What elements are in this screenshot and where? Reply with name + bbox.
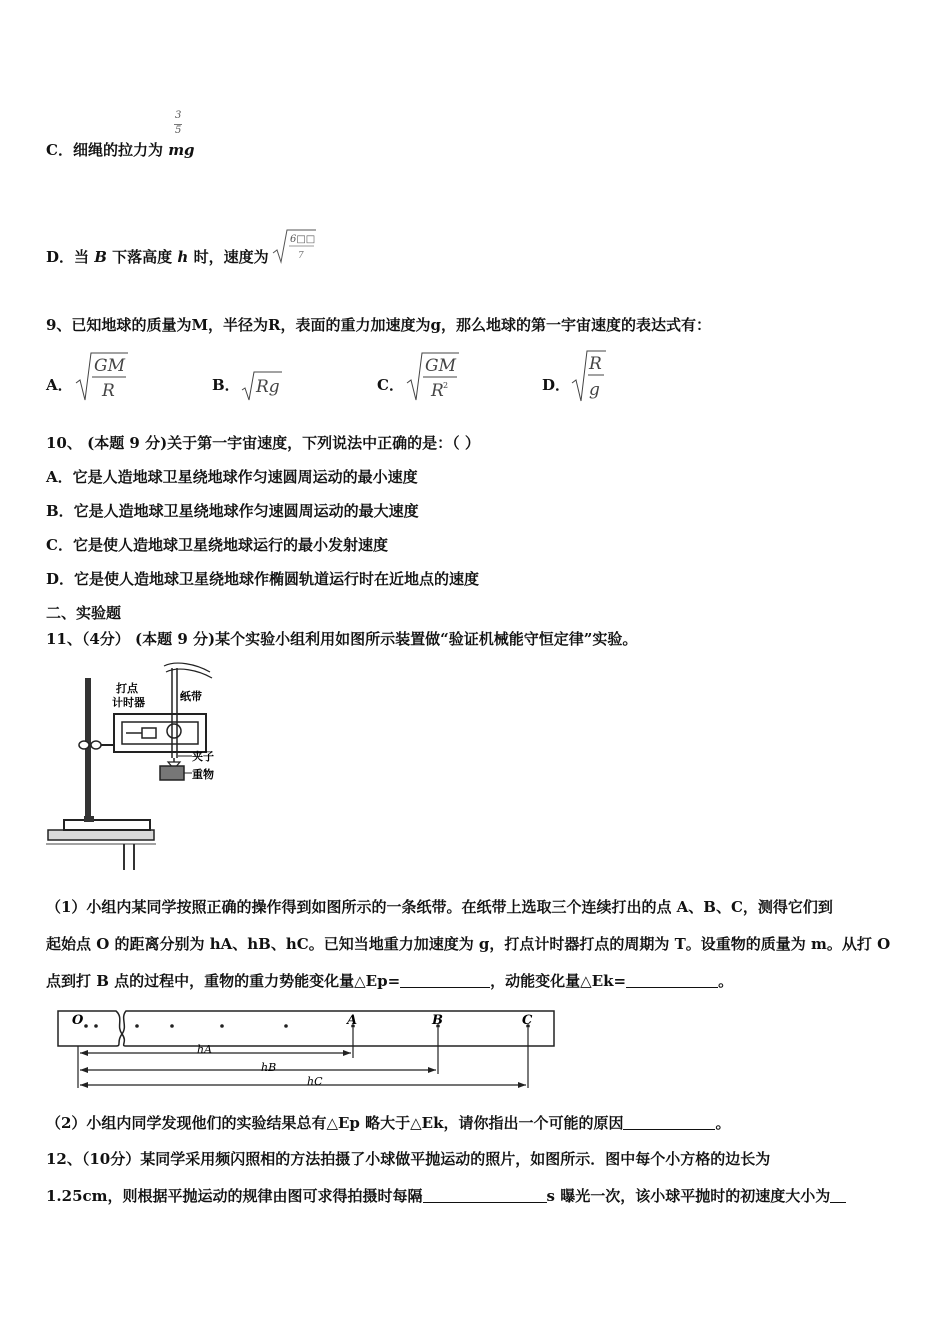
radical-numerator: 6□□ (290, 234, 316, 245)
answer-blank-kinetic[interactable] (626, 973, 718, 988)
formula-denominator: R (102, 381, 115, 401)
apparatus-figure (46, 658, 226, 873)
answer-blank-potential[interactable] (400, 973, 490, 988)
option-c-variable: mg (168, 141, 195, 159)
distance-hc-label: hC (307, 1075, 323, 1088)
fraction-numerator: 3 (175, 110, 182, 121)
formula-denominator: R (431, 381, 444, 401)
answer-blank-interval[interactable] (423, 1188, 547, 1203)
part2-text: （2）小组内同学发现他们的实验结果总有△Ep 略大于△Ek，请你指出一个可能的原因 (46, 1114, 624, 1132)
q12-line1: 12、（10分）某同学采用频闪照相的方法拍摄了小球做平抛运动的照片，如图所示．图中每个小方格的边长为 (46, 1150, 771, 1168)
q10-option-b: B．它是人造地球卫星绕地球作匀速圆周运动的最大速度 (46, 502, 419, 520)
q9-option-c-formula (405, 350, 461, 406)
formula-numerator: GM (425, 356, 456, 376)
q11-part2 (46, 1113, 731, 1133)
q10-option-a: A．它是人造地球卫星绕地球作匀速圆周运动的最小速度 (46, 468, 418, 486)
label-weight: 重物 (192, 768, 214, 781)
q12-text-a: 1.25cm，则根据平抛运动的规律由图可求得拍摄时每隔 (46, 1187, 423, 1205)
point-c-label: C (522, 1013, 533, 1028)
answer-blank-reason[interactable] (623, 1115, 715, 1130)
part1-text-c: 。 (718, 972, 734, 990)
q12-line2 (46, 1186, 846, 1206)
label-timer-line1: 打点 (116, 682, 138, 695)
q8-option-d (46, 247, 269, 267)
q9-option-d-formula (570, 348, 610, 406)
point-b-label: B (432, 1013, 443, 1028)
option-c-text: C．细绳的拉力为 (46, 141, 163, 159)
option-d-var-b: B (94, 248, 107, 266)
q9-option-b-label: B． (212, 376, 240, 394)
part2-text-end: 。 (715, 1114, 731, 1132)
label-clip: 夹子 (192, 750, 214, 763)
q9-option-a-label: A． (46, 376, 73, 394)
point-a-label: A (347, 1013, 358, 1028)
point-o-label: O (72, 1013, 84, 1028)
radical-denominator: 7 (298, 251, 304, 261)
option-d-text-c: 时，速度为 (193, 248, 269, 266)
label-timer-line2: 计时器 (112, 696, 145, 709)
section-heading: 二、实验题 (46, 604, 122, 622)
q9-option-a-formula (74, 350, 130, 406)
label-tape: 纸带 (180, 690, 202, 703)
distance-hb-label: hB (261, 1061, 277, 1074)
q10-option-d: D．它是使人造地球卫星绕地球作椭圆轨道运行时在近地点的速度 (46, 570, 480, 588)
option-d-text-a: D．当 (46, 248, 90, 266)
answer-blank-velocity[interactable] (830, 1188, 846, 1203)
formula-expression: Rg (256, 377, 280, 397)
option-d-radical (272, 226, 318, 266)
part1-text-b: ，动能变化量△Ek= (490, 972, 627, 990)
part1-text-a: 点到打 B 点的过程中，重物的重力势能变化量△Ep= (46, 972, 401, 990)
fraction-denominator: 5 (175, 125, 182, 136)
q11-part1-line1: （1）小组内某同学按照正确的操作得到如图所示的一条纸带。在纸带上选取三个连续打出的点 A、B、C，测得它们到 (46, 898, 833, 916)
q11-stem: 11、（4分） (本题 9 分)某个实验小组利用如图所示装置做“验证机械能守恒定律”实验。 (46, 630, 638, 648)
q9-option-d-label: D． (542, 376, 571, 394)
q12-text-b: s 曝光一次，该小球平抛时的初速度大小为 (546, 1187, 831, 1205)
option-d-text-b: 下落高度 (112, 248, 173, 266)
q8-option-c (46, 140, 195, 160)
q10-option-c: C．它是使人造地球卫星绕地球运行的最小发射速度 (46, 536, 388, 554)
formula-exponent: 2 (443, 381, 449, 390)
q10-stem: 10、 (本题 9 分)关于第一宇宙速度，下列说法中正确的是：（ ） (46, 434, 480, 452)
formula-numerator: GM (94, 356, 125, 376)
option-d-var-h: h (177, 248, 189, 266)
paper-tape-figure (50, 1008, 560, 1092)
distance-ha-label: hA (197, 1043, 213, 1056)
q9-option-b-formula (240, 368, 284, 404)
q9-stem: 9、已知地球的质量为M，半径为R，表面的重力加速度为g，那么地球的第一宇宙速度的表达式有： (46, 316, 711, 334)
q11-part1-line3 (46, 971, 733, 991)
formula-denominator: g (589, 380, 600, 400)
q9-option-c-label: C． (377, 376, 404, 394)
q11-part1-line2: 起始点 O 的距离分别为 hA、hB、hC。已知当地重力加速度为 g，打点计时器打点的周期为 T。设重物的质量为 m。从打 O (46, 935, 891, 953)
formula-numerator: R (589, 354, 602, 374)
